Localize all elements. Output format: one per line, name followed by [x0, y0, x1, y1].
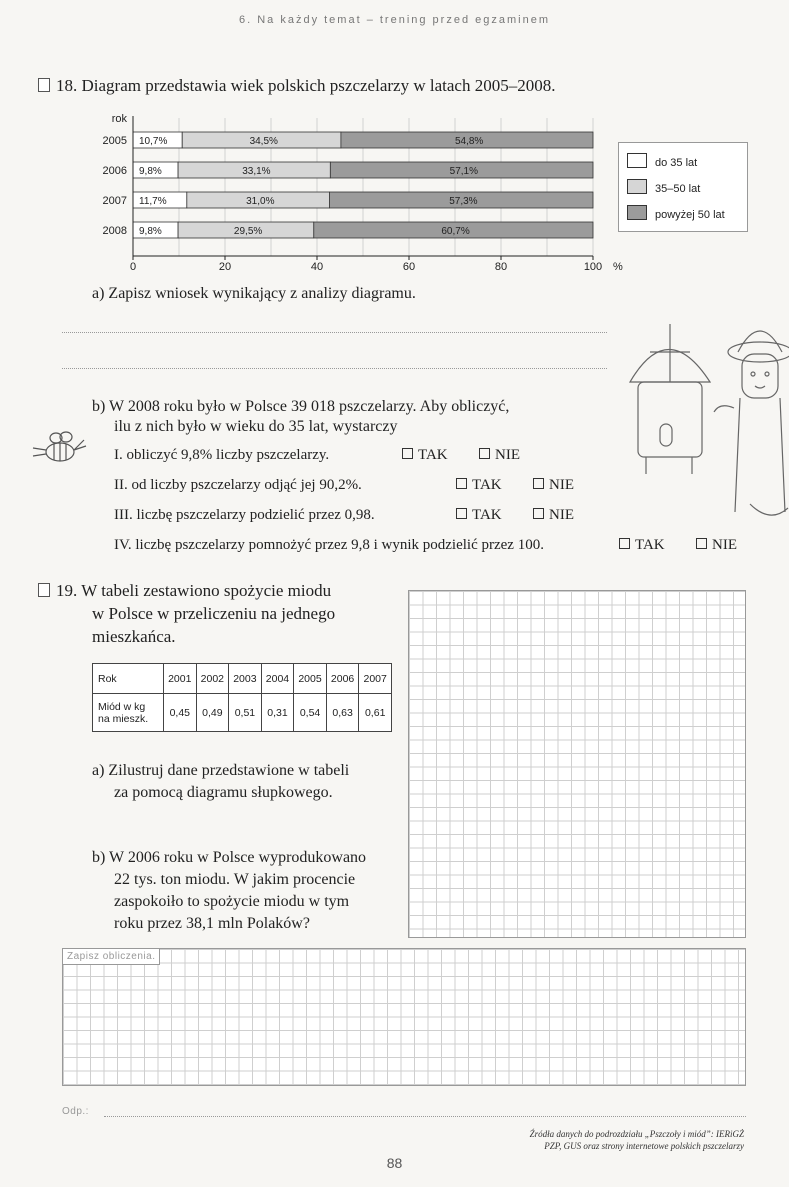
checkbox-icon: [696, 538, 707, 549]
q18-title: Diagram przedstawia wiek polskich pszczelarzy w latach 2005–2008.: [81, 76, 556, 95]
q19-title-line1: W tabeli zestawiono spożycie miodu: [81, 581, 332, 600]
bee-icon: [30, 426, 90, 470]
checkbox-icon: [533, 508, 544, 519]
q19b-prompt-line4: roku przez 38,1 mln Polaków?: [114, 915, 310, 932]
legend-swatch: [627, 153, 647, 168]
bar-data-label: 10,7%: [139, 136, 168, 147]
q18-checkbox[interactable]: [38, 78, 50, 92]
y-axis-label: rok: [111, 113, 127, 125]
bar-data-label: 33,1%: [242, 166, 271, 177]
legend-item-1: [627, 179, 700, 196]
q19b-prompt-line1: b) W 2006 roku w Polsce wyprodukowano: [92, 849, 367, 866]
table-cell: 2002: [196, 664, 229, 694]
q18b-option-3: III. liczbę pszczelarzy podzielić przez 0,98.: [114, 507, 375, 523]
legend-label: powyżej 50 lat: [655, 209, 725, 221]
honey-consumption-table: [92, 663, 392, 732]
checkbox-icon: [619, 538, 630, 549]
checkbox-icon: [456, 478, 467, 489]
table-row-years: [93, 664, 392, 694]
q19-title-row: [38, 580, 331, 602]
bar-data-label: 60,7%: [441, 226, 470, 237]
q19b-prompt-line2: 22 tys. ton miodu. W jakim procencie: [114, 871, 356, 888]
table-header-year: Rok: [93, 664, 164, 694]
bar-data-label: 31,0%: [246, 196, 275, 207]
x-tick-label: 100: [583, 261, 603, 273]
table-cell: 0,54: [294, 694, 327, 732]
running-header: 6. Na każdy temat – trening przed egzaminem: [238, 14, 550, 26]
x-unit-label: %: [613, 261, 623, 273]
q18b-option-3-yes[interactable]: TAK: [456, 507, 502, 524]
table-cell: 0,31: [261, 694, 294, 732]
q19a-prompt-line2: za pomocą diagramu słupkowego.: [114, 784, 333, 801]
source-line-2: PZP, GUS oraz strony internetowe polskich pszczelarzy: [544, 1141, 744, 1151]
bar-chart-drawing-grid[interactable]: [408, 590, 746, 938]
q18-number: 18.: [56, 76, 78, 95]
q18b-option-3-no[interactable]: NIE: [533, 507, 574, 524]
q18b-option-1-no[interactable]: NIE: [479, 447, 520, 464]
bar-data-label: 11,7%: [139, 196, 167, 207]
table-cell: 2001: [164, 664, 197, 694]
table-cell: 0,45: [164, 694, 197, 732]
table-cell: 2004: [261, 664, 294, 694]
category-label-2005: 2005: [102, 135, 127, 147]
legend-item-2: [627, 205, 725, 222]
table-cell: 0,51: [229, 694, 262, 732]
bar-data-label: 57,3%: [449, 196, 478, 207]
q18a-prompt: a) Zapisz wniosek wynikający z analizy diagramu.: [92, 285, 416, 302]
category-label-2008: 2008: [102, 225, 127, 237]
x-tick-label: 80: [494, 261, 508, 273]
q18b-prompt-line2: ilu z nich było w wieku do 35 lat, wystarczy: [114, 418, 398, 435]
q18b-option-2-yes[interactable]: TAK: [456, 477, 502, 494]
beekeeper-illustration: [610, 312, 789, 527]
legend-item-0: [627, 153, 697, 170]
x-tick-label: 60: [402, 261, 416, 273]
chart-legend: [618, 142, 748, 232]
bar-data-label: 29,5%: [233, 226, 263, 237]
q19a-prompt-line1: a) Zilustruj dane przedstawione w tabeli: [92, 762, 350, 779]
source-line-1: Źródła danych do podrozdziału „Pszczoły i miód”: IERiGŻ: [529, 1129, 744, 1139]
source-note: [530, 1128, 744, 1152]
checkbox-icon: [533, 478, 544, 489]
table-cell: 2005: [294, 664, 327, 694]
answer-line[interactable]: [104, 1116, 746, 1117]
q19-checkbox[interactable]: [38, 583, 50, 597]
checkbox-icon: [456, 508, 467, 519]
checkbox-icon: [402, 448, 413, 459]
legend-swatch: [627, 205, 647, 220]
q18-title-row: [38, 76, 555, 96]
q19-title-line3: mieszkańca.: [92, 627, 176, 646]
q18b-option-1: I. obliczyć 9,8% liczby pszczelarzy.: [114, 447, 330, 463]
bar-data-label: 9,8%: [139, 226, 162, 237]
x-tick-label: 40: [310, 261, 324, 273]
bar-data-label: 57,1%: [449, 166, 479, 177]
table-cell: 2006: [326, 664, 359, 694]
category-label-2007: 2007: [102, 195, 127, 207]
answer-label: Odp.:: [62, 1106, 89, 1117]
calculation-grid[interactable]: [62, 948, 746, 1086]
calc-label: Zapisz obliczenia.: [63, 949, 160, 965]
q19b-prompt-line3: zaspokoiło to spożycie miodu w tym: [114, 893, 350, 910]
q18b-option-2-no[interactable]: NIE: [533, 477, 574, 494]
table-header-honey: Miód w kg na mieszk.: [93, 694, 164, 732]
q18b-option-4: IV. liczbę pszczelarzy pomnożyć przez 9,8 i wynik podzielić przez 100.: [114, 537, 544, 553]
bar-data-label: 54,8%: [454, 136, 484, 147]
beekeeper-veil-icon: [742, 354, 778, 398]
table-cell: 0,49: [196, 694, 229, 732]
table-cell: 2007: [359, 664, 392, 694]
q18b-option-4-yes[interactable]: TAK: [619, 537, 665, 554]
q19-number: 19.: [56, 581, 78, 600]
category-label-2006: 2006: [102, 165, 127, 177]
age-stacked-bar-chart: [80, 108, 640, 278]
answer-line-2[interactable]: [62, 368, 607, 369]
table-cell: 0,63: [326, 694, 359, 732]
x-tick-label: 20: [218, 261, 232, 273]
page-number: 88: [386, 1155, 403, 1171]
x-tick-label: 0: [129, 261, 137, 273]
q18b-prompt-line1: b) W 2008 roku było w Polsce 39 018 pszczelarzy. Aby obliczyć,: [92, 398, 510, 415]
q18b-option-2: II. od liczby pszczelarzy odjąć jej 90,2%.: [114, 477, 362, 493]
hive-body-icon: [638, 382, 702, 457]
legend-label: do 35 lat: [655, 157, 698, 169]
legend-swatch: [627, 179, 647, 194]
checkbox-icon: [479, 448, 490, 459]
q18b-option-1-yes[interactable]: TAK: [402, 447, 448, 464]
answer-line-1[interactable]: [62, 332, 607, 333]
table-cell: 0,61: [359, 694, 392, 732]
q19-title-line2: w Polsce w przeliczeniu na jednego: [92, 604, 336, 623]
q18b-option-4-no[interactable]: NIE: [696, 537, 737, 554]
bar-data-label: 34,5%: [249, 136, 278, 147]
legend-label: 35–50 lat: [655, 183, 701, 195]
table-row-values: [93, 694, 392, 732]
table-cell: 2003: [229, 664, 262, 694]
bar-data-label: 9,8%: [139, 166, 162, 177]
